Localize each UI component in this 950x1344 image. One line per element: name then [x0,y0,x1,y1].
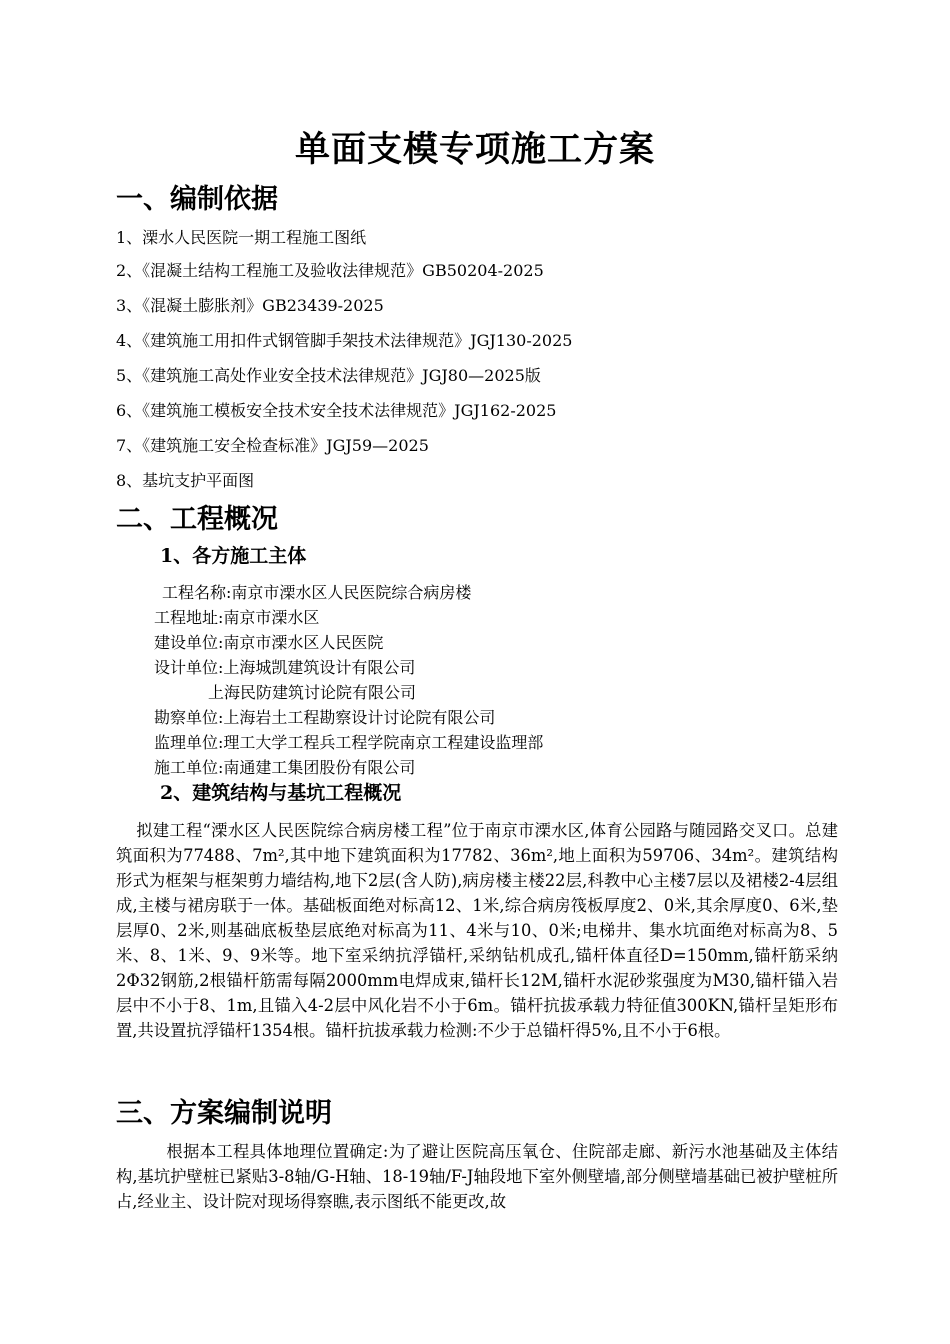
party-row: 工程地址:南京市溧水区 [154,608,320,627]
document-title: 单面支模专项施工方案 [294,129,655,170]
party-row: 建设单位:南京市溧水区人民医院 [154,633,384,652]
party-row: 施工单位:南通建工集团股份有限公司 [154,758,416,777]
structure-paragraph [116,818,838,1043]
party-row: 勘察单位:上海岩土工程勘察设计讨论院有限公司 [154,708,496,727]
basis-item: 7、《建筑施工安全检查标准》JGJ59—2025 [116,436,429,455]
basis-item: 4、《建筑施工用扣件式钢管脚手架技术法律规范》JGJ130-2025 [116,331,573,350]
structure-paragraph-text: 拟建工程“溧水区人民医院综合病房楼工程”位于南京市溧水区,体育公园路与随园路交叉口。总建筑面积为77488、7m²,其中地下建筑面积为17782、36m²,地上面积为59706、34m²。建筑结构形式为框架与框架剪力墙结构,地下2层(含人防),病房楼主楼22层,科教中心主楼7层以及裙楼2-4层组成,主楼与裙房联于一体。基础板面绝对标高12、1米,综合病房筏板厚度2、0米,其余厚度0、6米,垫层厚0、2米,则基础底板垫层底绝对标高为11、4米与10、0米;电梯井、集水坑面绝对标高为8、5米、8、1米、9、9米等。地下室采纳抗浮锚杆,采纳钻机成孔,锚杆体直径D=150mm,锚杆筋采纳2Φ32钢筋,2根锚杆筋需每隔2000mm电焊成束,锚杆长12M,锚杆水泥砂浆强度为M30,锚杆锚入岩层中不小于8、1m,且锚入4-2层中风化岩不小于6m。锚杆抗拔承载力特征值300KN,锚杆呈矩形布置,共设置抗浮锚杆1354根。锚杆抗拔承载力检测:不少于总锚杆得5%,且不小于6根。 [116,821,838,1040]
section-heading-basis: 一、编制依据 [116,184,278,215]
basis-item: 8、基坑支护平面图 [116,471,255,490]
plan-paragraph-text: 根据本工程具体地理位置确定:为了避让医院高压氧仓、住院部走廊、新污水池基础及主体结构,基坑护壁桩已紧贴3-8轴/G-H轴、18-19轴/F-J轴段地下室外侧壁墙,部分侧壁墙基础已被护壁桩所占,经业主、设计院对现场得察瞧,表示图纸不能更改,故 [116,1142,838,1211]
section-heading-overview: 二、工程概况 [116,504,278,535]
party-row: 监理单位:理工大学工程兵工程学院南京工程建设监理部 [154,733,544,752]
plan-paragraph [116,1139,838,1214]
basis-item: 1、溧水人民医院一期工程施工图纸 [116,228,367,247]
party-row: 工程名称:南京市溧水区人民医院综合病房楼 [162,583,472,602]
basis-item: 3、《混凝土膨胀剂》GB23439-2025 [116,296,384,315]
basis-item: 6、《建筑施工模板安全技术安全技术法律规范》JGJ162-2025 [116,401,557,420]
party-row: 上海民防建筑讨论院有限公司 [208,683,417,702]
basis-item: 5、《建筑施工高处作业安全技术法律规范》JGJ80—2025版 [116,366,541,385]
subsection-heading-structure: 2、建筑结构与基坑工程概况 [160,782,402,804]
party-row: 设计单位:上海城凯建筑设计有限公司 [154,658,416,677]
subsection-heading-parties: 1、各方施工主体 [160,545,307,567]
section-heading-plan: 三、方案编制说明 [116,1098,332,1129]
basis-item: 2、《混凝土结构工程施工及验收法律规范》GB50204-2025 [116,261,544,280]
